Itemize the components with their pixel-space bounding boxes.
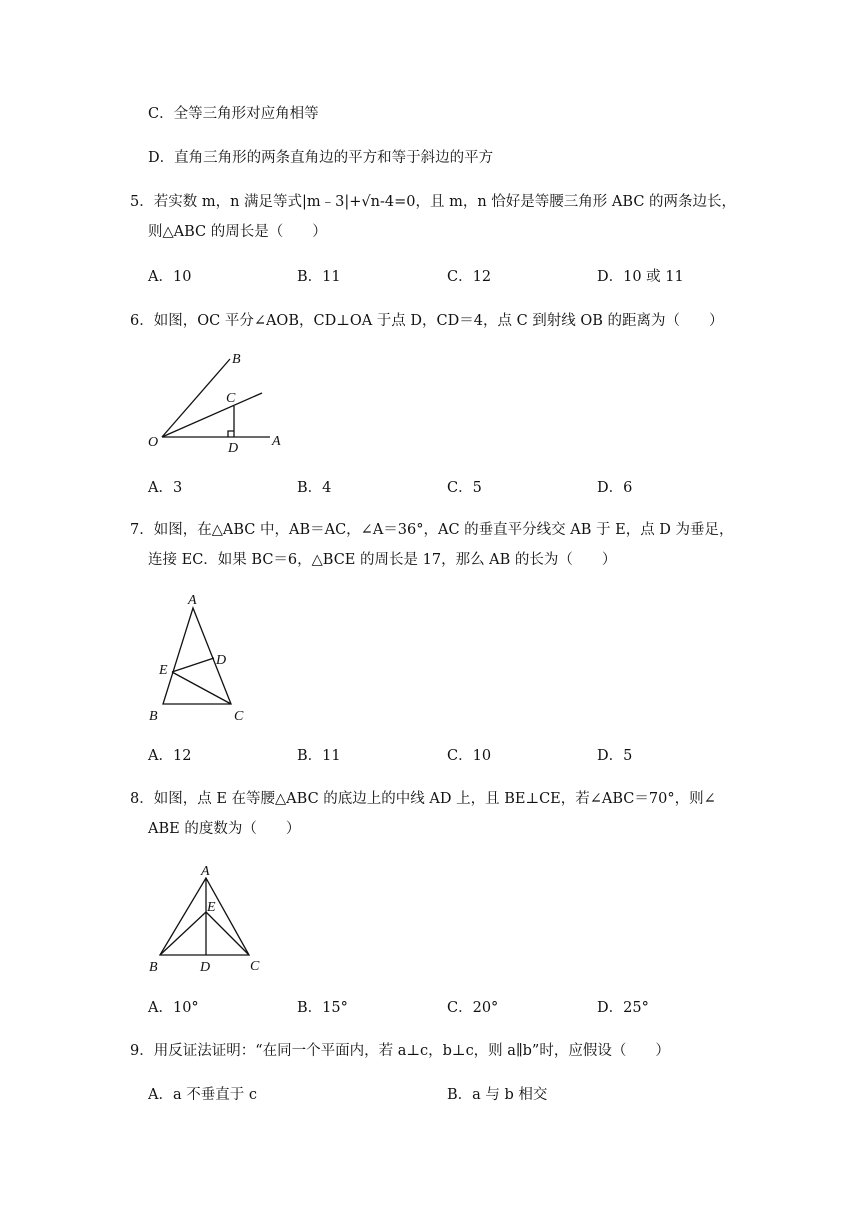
q8-option-c: C．20° <box>447 1000 499 1016</box>
q7-label-b: B <box>149 709 158 724</box>
q6-option-b: B．4 <box>297 480 332 496</box>
q7-figure <box>140 590 260 725</box>
q7-option-d: D．5 <box>597 748 633 764</box>
q7-option-a: A．12 <box>148 748 192 764</box>
q8-option-b: B．15° <box>297 1000 348 1016</box>
q6-ray-oc <box>162 393 262 437</box>
q9-option-b: B．a 与 b 相交 <box>447 1087 548 1103</box>
q8-stem-line1: 8．如图，点 E 在等腰△ABC 的底边上的中线 AD 上，且 BE⊥CE，若∠ABC＝70°，则∠ <box>130 791 716 807</box>
q6-right-angle-mark <box>228 431 234 437</box>
q9-option-a: A．a 不垂直于 c <box>148 1087 257 1103</box>
q6-label-a: A <box>272 434 281 449</box>
q9-stem-line1: 9．用反证法证明：“在同一个平面内，若 a⊥c，b⊥c，则 a∥b”时，应假设（ ） <box>130 1043 670 1059</box>
q8-stem-line2: ABE 的度数为（ ） <box>148 821 301 837</box>
q6-option-c: C．5 <box>447 480 482 496</box>
q6-ray-ob <box>162 359 230 437</box>
q8-option-a: A．10° <box>148 1000 199 1016</box>
q8-label-e: E <box>207 900 216 915</box>
q6-label-d: D <box>228 441 239 456</box>
q6-option-a: A．3 <box>148 480 183 496</box>
q8-label-d: D <box>200 960 211 975</box>
q7-label-a: A <box>188 593 197 608</box>
q6-label-c: C <box>226 391 236 406</box>
q4-option-c: C．全等三角形对应角相等 <box>148 106 319 122</box>
q6-option-d: D．6 <box>597 480 633 496</box>
q5-stem-line2: 则△ABC 的周长是（ ） <box>148 224 327 240</box>
q8-label-a: A <box>201 864 210 879</box>
q5-option-c: C．12 <box>447 269 492 285</box>
q6-stem-line1: 6．如图，OC 平分∠AOB，CD⊥OA 于点 D，CD＝4，点 C 到射线 OB 的距离为（ ） <box>130 313 724 329</box>
q7-stem-line1: 7．如图，在△ABC 中，AB＝AC，∠A＝36°，AC 的垂直平分线交 AB 于 E，点 D 为垂足， <box>130 522 734 538</box>
q8-label-b: B <box>149 960 158 975</box>
q6-figure <box>140 345 300 460</box>
q7-segment-ec <box>172 672 231 704</box>
q7-option-c: C．10 <box>447 748 492 764</box>
q6-label-b: B <box>232 352 241 367</box>
q6-label-o: O <box>148 435 159 450</box>
q7-option-b: B．11 <box>297 748 341 764</box>
q8-segment-be <box>160 912 206 955</box>
q8-triangle-abc <box>160 878 249 955</box>
q8-label-c: C <box>250 959 260 974</box>
q8-figure <box>140 860 270 980</box>
q8-segment-ce <box>206 912 249 955</box>
q5-option-a: A．10 <box>148 269 192 285</box>
q7-segment-ed <box>172 658 214 672</box>
q4-option-d: D．直角三角形的两条直角边的平方和等于斜边的平方 <box>148 150 494 166</box>
q5-stem-line1: 5．若实数 m，n 满足等式|m﹣3|+√n-4=0，且 m，n 恰好是等腰三角形 ABC 的两条边长， <box>130 194 737 210</box>
q7-stem-line2: 连接 EC．如果 BC＝6，△BCE 的周长是 17，那么 AB 的长为（ ） <box>148 552 617 568</box>
q5-option-d: D．10 或 11 <box>597 269 684 285</box>
q7-label-e: E <box>159 663 168 678</box>
q8-option-d: D．25° <box>597 1000 649 1016</box>
q7-label-c: C <box>234 709 244 724</box>
q5-option-b: B．11 <box>297 269 341 285</box>
q7-label-d: D <box>216 653 227 668</box>
